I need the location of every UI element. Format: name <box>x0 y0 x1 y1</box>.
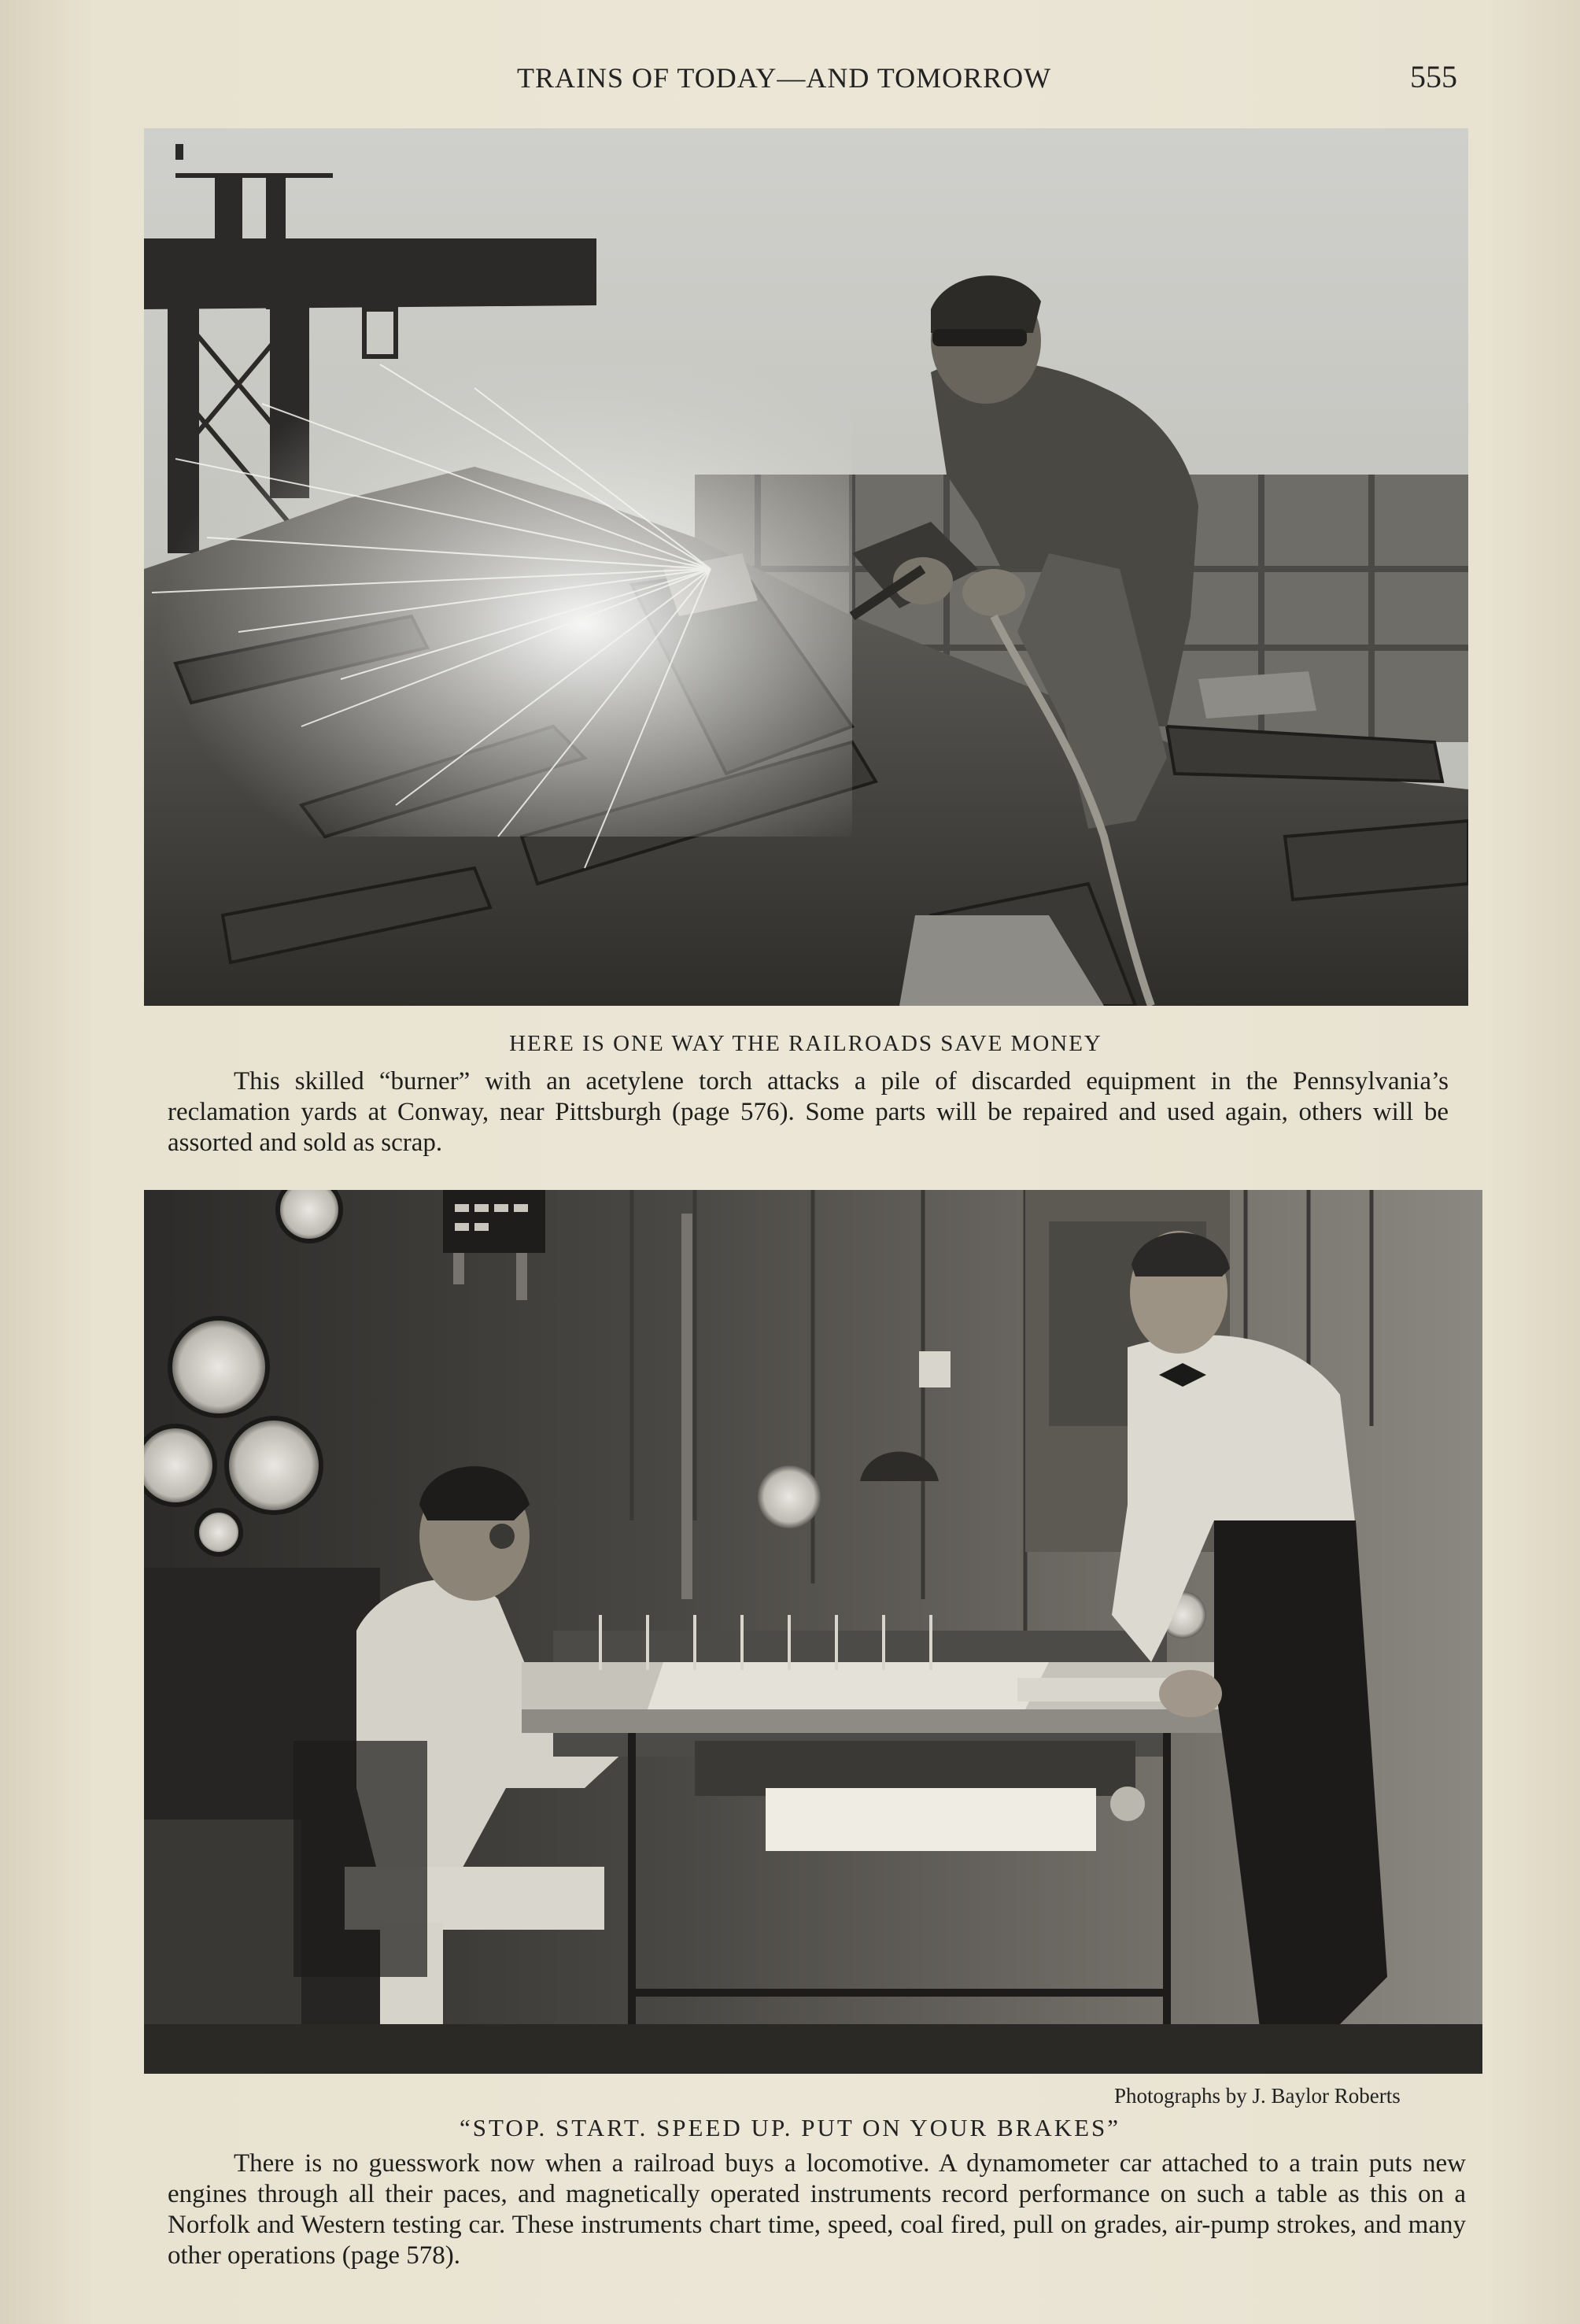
caption-title-top: HERE IS ONE WAY THE RAILROADS SAVE MONEY <box>509 1031 1102 1056</box>
photo-dynamometer-car-table <box>144 1190 1482 2074</box>
photo-credit: Photographs by J. Baylor Roberts <box>1114 2084 1401 2108</box>
photo-torch-burner-scrap-yard <box>144 128 1468 1006</box>
page-number: 555 <box>1410 59 1457 94</box>
caption-title-bottom: “STOP. START. SPEED UP. PUT ON YOUR BRAKES” <box>459 2114 1121 2141</box>
caption-body-bottom <box>168 2148 1466 2271</box>
caption-body-top <box>168 1066 1449 1158</box>
caption-body-bottom-text: There is no guesswork now when a railroad buys a locomotive. A dynamometer car attached to a train puts new engines through all their paces, and magnetically operated instruments record performance on such a table as this on a Norfolk and Western testing car. These instruments chart time, speed, coal fired, pull on grades, air-pump strokes, and many other operations (page 578). <box>168 2149 1466 2270</box>
running-head: TRAINS OF TODAY—AND TOMORROW <box>517 62 1052 94</box>
caption-body-top-text: This skilled “burner” with an acetylene torch attacks a pile of discarded equipment in the Pennsylvania’s reclamation yards at Conway, near Pittsburgh (page 576). Some parts will be repaired and used again, others will be assorted and sold as scrap. <box>168 1067 1449 1157</box>
